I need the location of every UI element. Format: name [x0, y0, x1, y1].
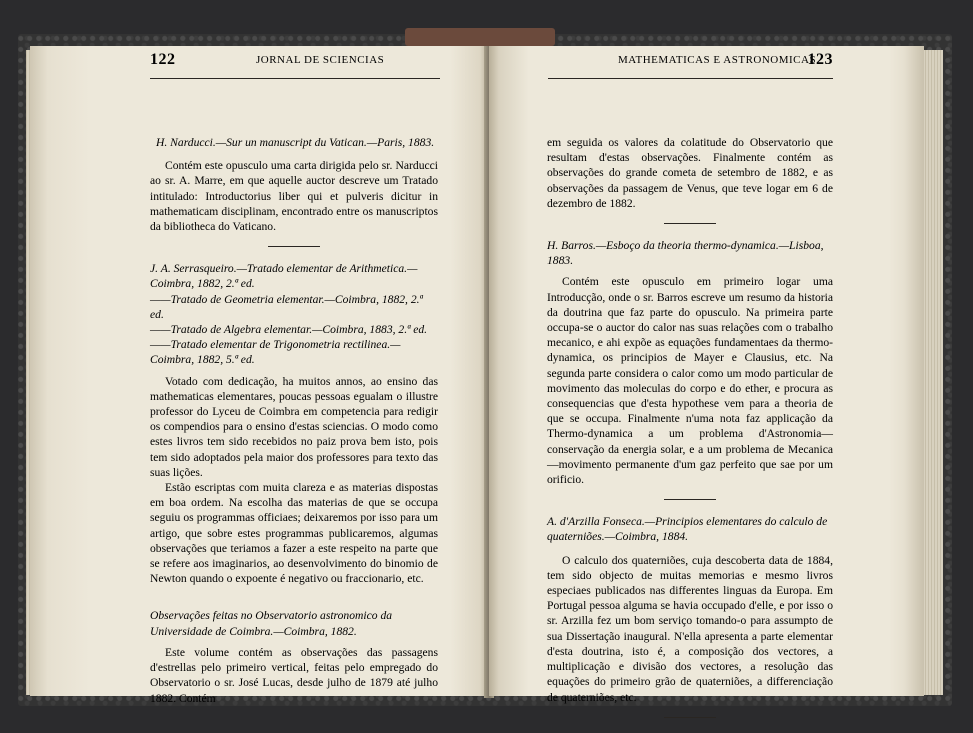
entry-heading-line: ——Tratado de Algebra elementar.—Coimbra, 1883, 2.ª ed.: [150, 323, 428, 337]
entry-heading: A. d'Arzilla Fonseca.—Principios elementares do calculo de quaterniões.—Coimbra, 1884.: [547, 515, 828, 544]
right-header-rule: [548, 78, 833, 79]
entry-heading: Observações feitas no Observatorio astronomico da Universidade de Coimbra.—Coimbra, 1882.: [150, 609, 393, 638]
entry-heading-line: ——Tratado de Geometria elementar.—Coimbra, 1882, 2.ª ed.: [150, 292, 423, 321]
continuation-text: em seguida os valores da colatitude do Observatorio que resultam d'estas observações. Finalmente contém as observações do grande cometa de setembro de 1882, e as observações da passagem de Venus, que teve logar em 6 de dezembro de 1882.: [547, 136, 833, 210]
entry-body: Este volume contém as observações das passagens d'estrellas pelo primeiro vertical, feitas pelo empregado do Observatorio o sr. José Lucas, desde julho de 1879 até julho 1882. Contém: [150, 645, 438, 705]
entry-heading: H. Barros.—Esboço da theoria thermo-dynamica.—Lisboa, 1883.: [547, 239, 824, 268]
entry-heading-line: J. A. Serrasqueiro.—Tratado elementar de Arithmetica.—Coimbra, 1882, 2.ª ed.: [150, 262, 418, 291]
entry-body: Contém este opusculo em primeiro logar uma Introducção, onde o sr. Barros escreve um resumo da historia da doutrina que faz parte do opusculo. Na primeira parte occupa-se o auctor do calor nas suas relações com o trabalho mecanico, e ahi expõe as equações fundamentaes da thermo-dynamica, os principios de Mayer e Clausius, etc. Na segunda parte considera o calor como um modo particular de movimento das moleculas do corpo e do ether, e procura as consequencias que d'esta hypothese vem para a theoria de que se occupa. Finalmente n'uma nota faz applicação da Thermo-dynamica a um problema d'Astronomia—conservação da energia solar, e a um problema de Mecanica—movimento permanente d'um gaz perfeito que sae por um orificio.: [547, 275, 833, 487]
section-divider: [664, 223, 716, 224]
right-running-head: MATHEMATICAS E ASTRONOMICAS: [618, 54, 817, 66]
right-page-header: [548, 51, 833, 74]
right-page-text: [547, 135, 833, 732]
section-divider: [664, 717, 716, 718]
left-header-rule: [150, 78, 440, 79]
entry-body: Contém este opusculo uma carta dirigida pelo sr. Narducci ao sr. A. Marre, em que aquelle auctor descreve um Tratado intitulado: Introductorius liber qui et pulveris dicitur in mathematicam disciplinam, encontrado entre os manuscriptos da bibliotheca do Vaticano.: [150, 159, 438, 234]
section-divider: [664, 499, 716, 500]
entry-heading-line: ——Tratado elementar de Trigonometria rectilinea.—Coimbra, 1882, 5.ª ed.: [150, 338, 401, 367]
entry-body: Estão escriptas com muita clareza e as materias dispostas em boa ordem. Na escolha das materias de que se occupa seguiu os programmas officiaes; deixaremos por isso para um artigo, que sobre estes programmas publicaremos, algumas observações que teriamos a fazer a este respeito na parte que se refere aos imaginarios, ao desenvolvimento do binomio de Newton quando o expoente é negativo ou fraccionario, etc.: [150, 481, 438, 586]
left-page-header: [150, 51, 440, 74]
entry-body: Votado com dedicação, ha muitos annos, ao ensino das mathematicas elementares, poucas pessoas egualam o illustre professor do Lyceu de Coimbra em competencia para redigir os compendios para o ensino d'estas sciencias. O modo como estes livros tem sido recebidos no paiz prova bem isto, pois tem sido adoptados pela maior dos professores para texto das suas lições.: [150, 374, 438, 479]
left-page-number: 122: [150, 51, 176, 68]
left-page-text: [150, 135, 438, 706]
entry-heading: H. Narducci.—Sur un manuscript du Vatican.—Paris, 1883.: [156, 136, 435, 149]
spine-tab: [405, 28, 555, 46]
entry-body: O calculo dos quaterniões, cuja descoberta data de 1884, tem sido objecto de muitas memorias e mesmo livros especiaes publicados nas differentes linguas da Europa. Em Portugal pessoa alguma se havia occupado d'elle, e por isso o sr. Arzilla fez um bom serviço tomando-o para assumpto de sua Dissertação inaugural. N'ella apresenta a parte elementar d'esta doutrina, isto é, a composição dos vectores, a multiplicação e divisão dos vectores, a resolução das equações do primeiro grão de quaterniões, a differenciação de quaterniões, etc.: [547, 553, 833, 704]
section-divider: [268, 246, 320, 247]
right-page-number: 123: [807, 51, 833, 68]
left-running-head: JORNAL DE SCIENCIAS: [256, 54, 385, 66]
